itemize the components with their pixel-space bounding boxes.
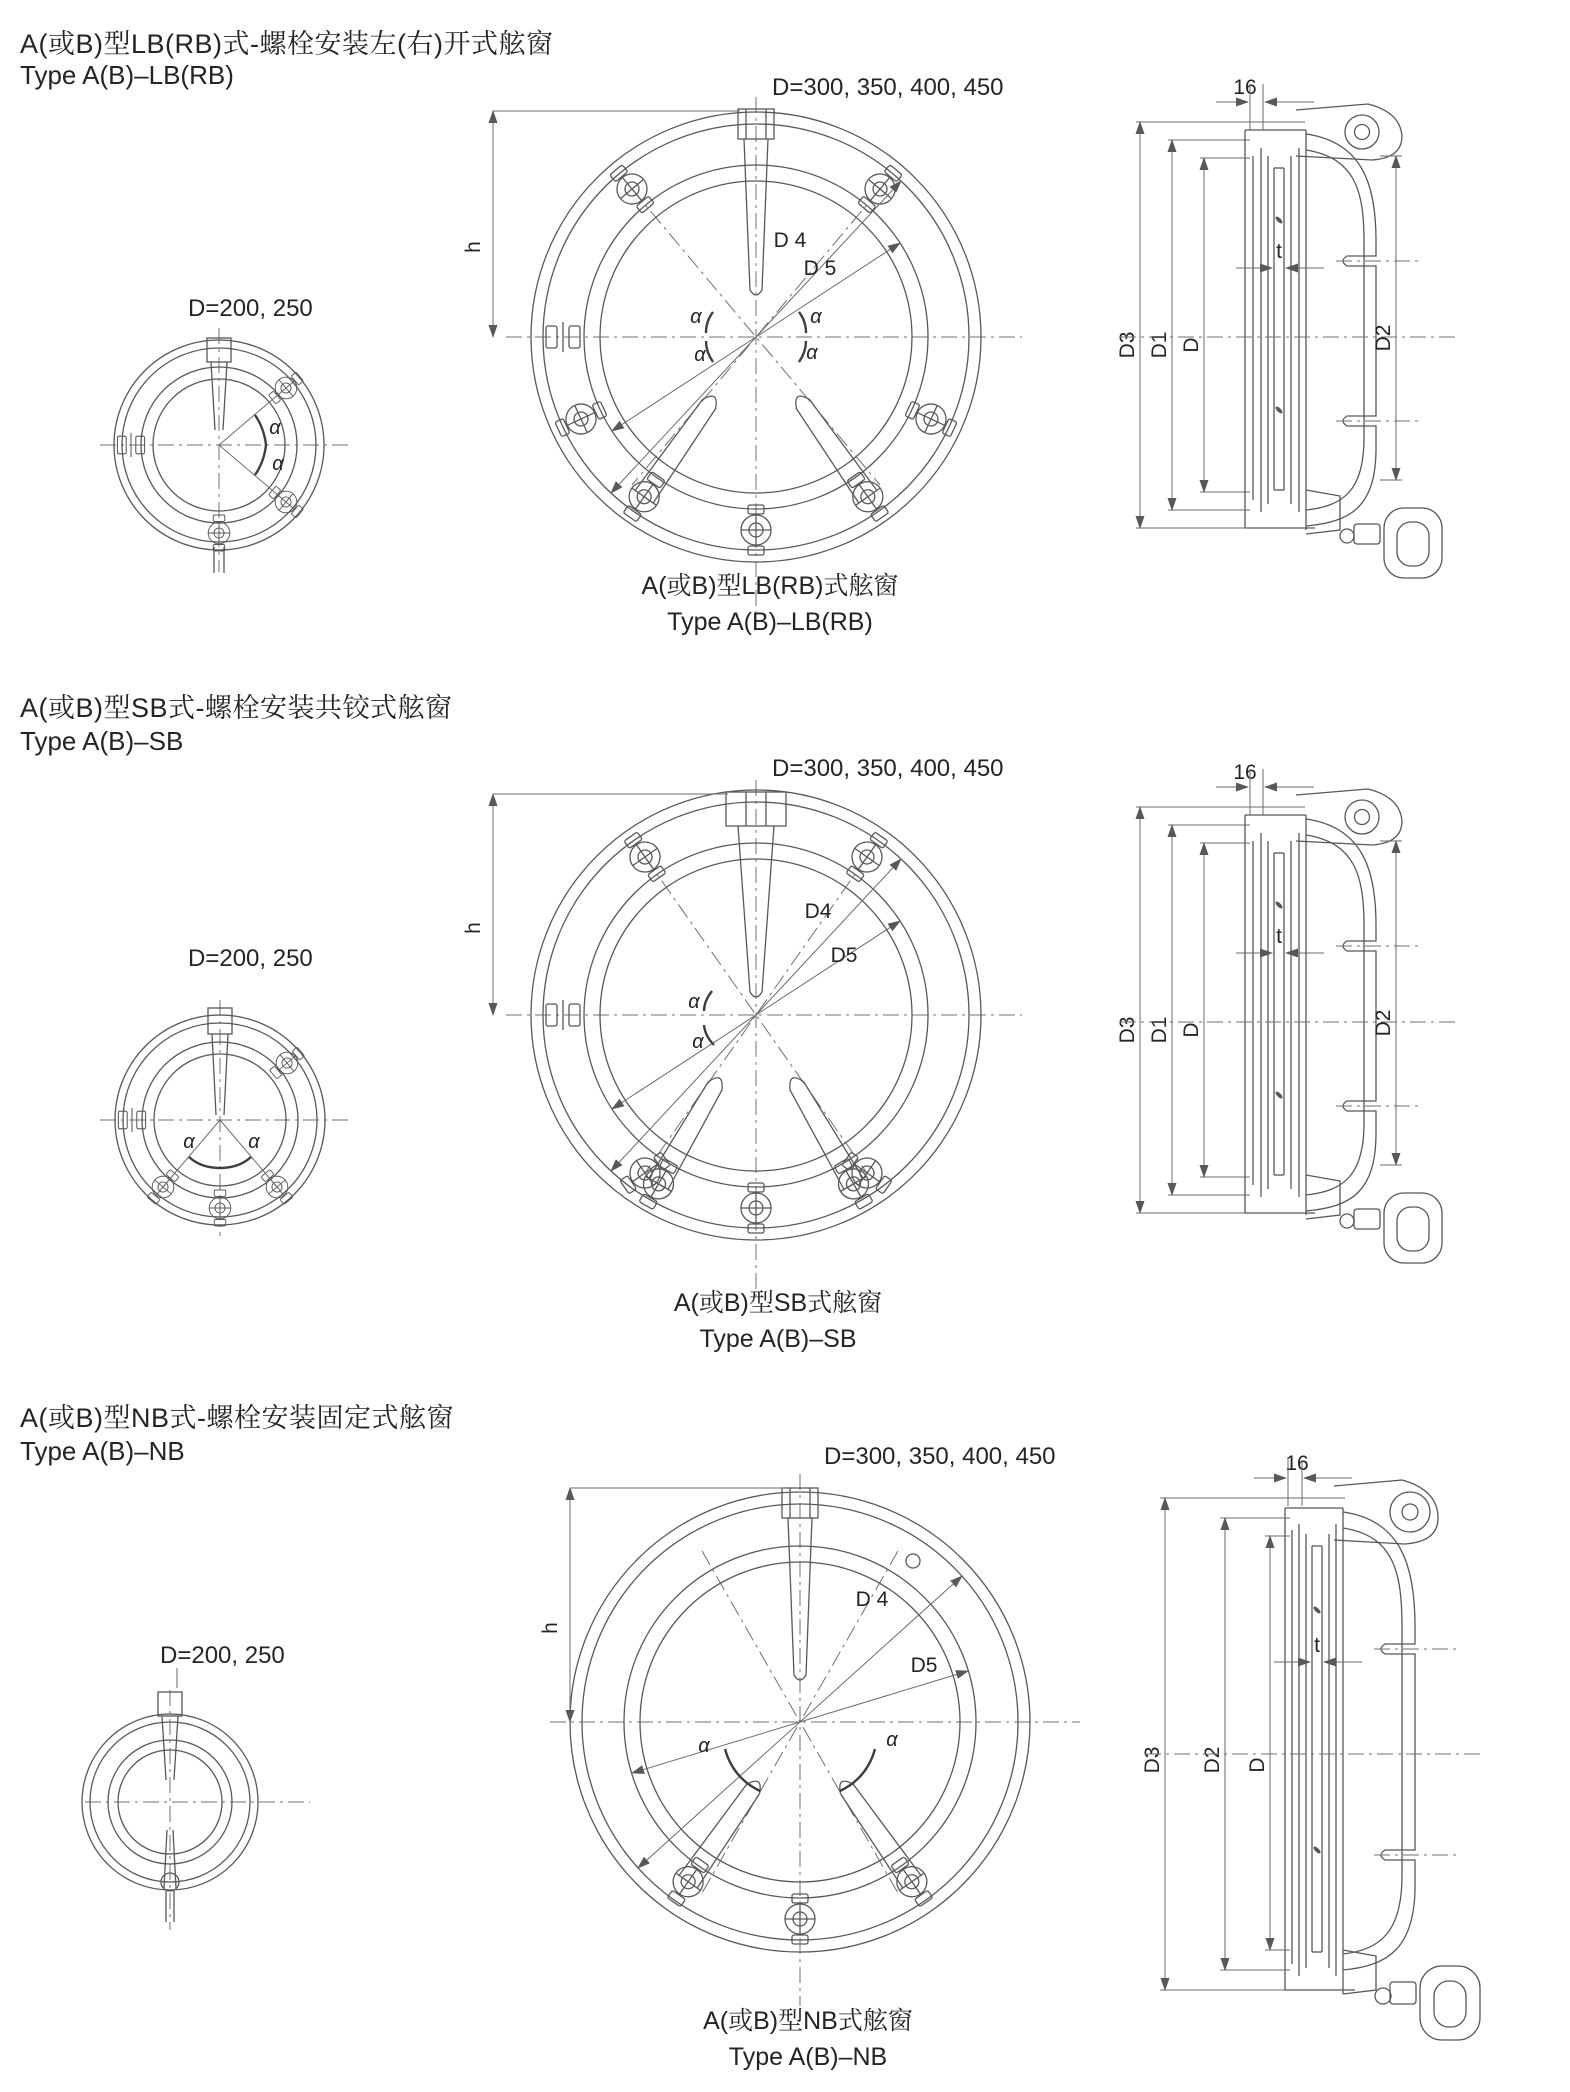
section1-title-cn: A(或B)型LB(RB)式-螺栓安装左(右)开式舷窗 [20,29,554,59]
d5-label: D5 [910,1654,938,1677]
side-swing-bolt [1306,1175,1442,1263]
large-view-h-dimension [539,1488,785,1722]
side-body-stack [1245,815,1315,1215]
side-top-lug [1334,1480,1438,1544]
side-body-stack [1285,1508,1355,1994]
large-diameter-label: D=300, 350, 400, 450 [772,755,1004,782]
section1-caption-en: Type A(B)–LB(RB) [667,608,873,636]
d3-label: D3 [1116,1016,1139,1044]
large-view-bolt-hole [906,1554,920,1568]
small-alpha-right: α [248,1131,260,1153]
section2-caption-en: Type A(B)–SB [699,1325,857,1353]
d4-label: D 4 [855,1588,889,1611]
section1-small-front-view [85,280,375,580]
small-alpha-left: α [183,1131,195,1153]
large-view-bolts [546,828,896,1233]
d1-label: D1 [1148,1016,1171,1044]
d2-label: D2 [1372,1009,1395,1037]
small-view-bolts [118,1043,307,1226]
side-t-dimension [1236,925,1324,953]
alpha-lower: α [692,1031,704,1053]
section1-large-front-view [460,55,1040,655]
small-alpha-lower: α [272,453,284,475]
d2-label: D2 [1201,1746,1224,1774]
section2-small-front-view [85,930,375,1240]
d-label: D [1180,337,1203,353]
section3-large-front-view [540,1430,1120,2070]
side-deadlight-profile [1120,134,1456,526]
side-t-dimension [1274,1634,1362,1662]
large-view-centerlines [550,1474,1080,2006]
section2-title-en: Type A(B)–SB [20,726,184,756]
small-view-rings [82,1714,258,1890]
d-label: D [1180,1022,1203,1038]
d1-label: D1 [1148,331,1171,359]
section2-title-cn: A(或B)型SB式-螺栓安装共铰式舷窗 [20,693,453,723]
width16-label: 16 [1285,1452,1309,1475]
section2-large-front-view [460,740,1040,1340]
d5-label: D 5 [803,257,837,280]
side-left-dimensions [1141,1498,1355,1990]
alpha-left: α [698,1735,710,1757]
section2-caption-cn: A(或B)型SB式舷窗 [673,1289,883,1317]
h-label: h [462,922,485,934]
large-diameter-label: D=300, 350, 400, 450 [824,1443,1056,1470]
section3-caption-en: Type A(B)–NB [728,2043,888,2071]
d2-label: D2 [1372,324,1395,352]
section3-small-front-view [80,1630,370,1940]
section1-side-view [1100,60,1470,600]
d3-label: D3 [1141,1746,1164,1774]
small-diameter-label: D=200, 250 [188,945,313,972]
side-swing-bolt [1343,1950,1480,2040]
side-left-dimensions [1116,122,1315,528]
d3-label: D3 [1116,331,1139,359]
side-t-dimension [1236,240,1324,268]
alpha-upper: α [688,991,700,1013]
alpha-se: α [806,342,818,364]
small-alpha-upper: α [269,417,281,439]
d4-label: D4 [804,900,832,923]
d4-label: D 4 [773,229,807,252]
large-view-angle-marks [698,1729,898,1791]
small-diameter-label: D=200, 250 [160,1642,285,1669]
side-swing-bolt [1306,490,1442,578]
large-view-centerlines [506,97,1022,617]
section3-title-cn: A(或B)型NB式-螺栓安装固定式舷窗 [20,1403,454,1433]
section2-side-view [1100,745,1470,1285]
h-label: h [539,1622,562,1634]
t-label: t [1314,1634,1320,1657]
width16-label: 16 [1233,761,1257,784]
t-label: t [1276,925,1282,948]
large-view-h-dimension [462,794,728,1015]
large-view-angle-marks [688,991,714,1053]
h-label: h [462,241,485,253]
section1-title-en: Type A(B)–LB(RB) [20,60,234,90]
alpha-ne: α [810,306,822,328]
d-label: D [1246,1757,1269,1773]
large-view-h-dimension [462,111,740,337]
section3-side-view [1120,1430,1490,2070]
width16-label: 16 [1233,76,1257,99]
section1-caption [590,568,950,640]
side-deadlight-profile [1120,819,1456,1211]
section3-caption-cn: A(或B)型NB式舷窗 [703,2007,913,2035]
alpha-right: α [886,1729,898,1751]
large-view-centerlines [506,780,1022,1296]
alpha-nw: α [690,306,702,328]
section3-title-en: Type A(B)–NB [20,1436,185,1466]
alpha-sw: α [694,344,706,366]
small-diameter-label: D=200, 250 [188,295,313,322]
d5-label: D5 [830,944,858,967]
large-diameter-label: D=300, 350, 400, 450 [772,74,1004,101]
side-body-stack [1245,130,1315,530]
section1-caption-cn: A(或B)型LB(RB)式舷窗 [641,572,899,600]
t-label: t [1276,240,1282,263]
section3-caption [628,2003,988,2075]
side-left-dimensions [1116,807,1315,1213]
section2-caption [598,1285,958,1357]
small-view-centerlines [100,1000,353,1236]
